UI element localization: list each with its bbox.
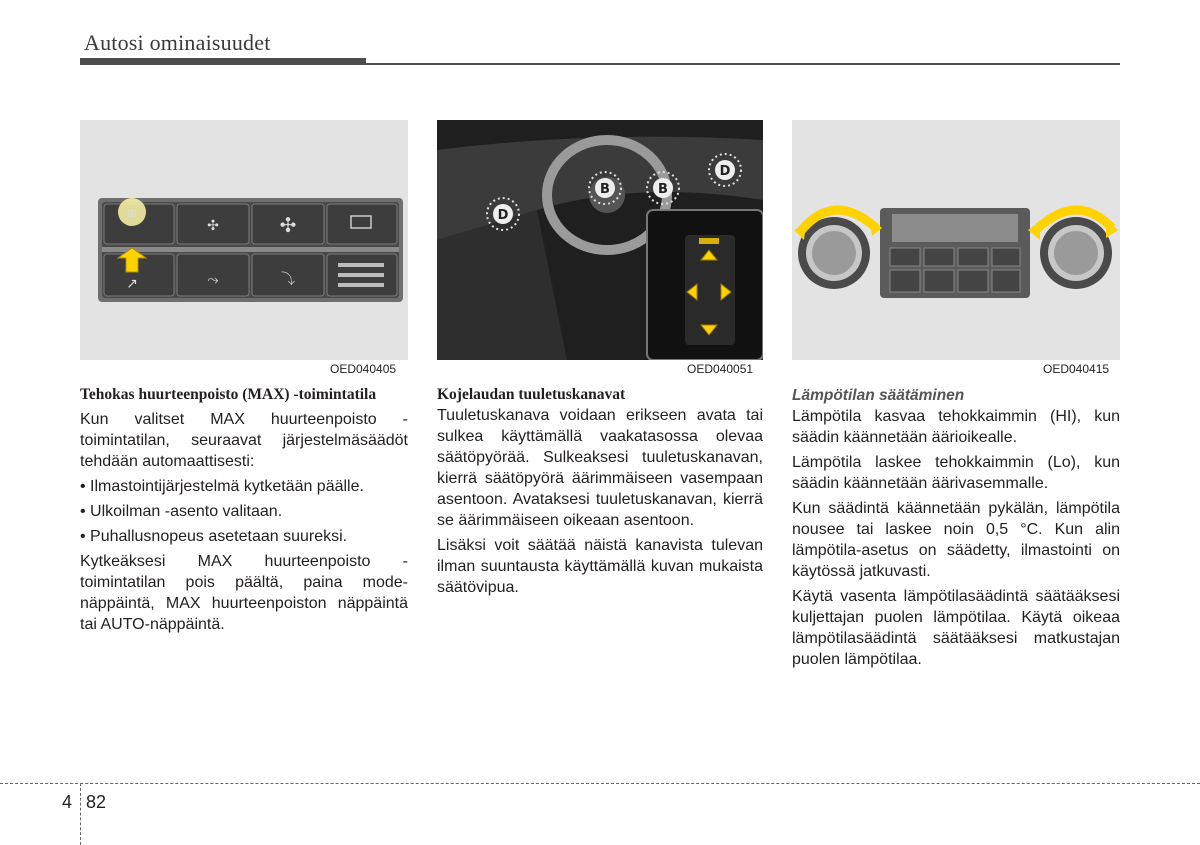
vent-label-d: D — [719, 164, 731, 179]
section-heading: Lämpötilan säätäminen — [792, 387, 965, 404]
dashboard-vents-illustration — [437, 120, 763, 360]
temperature-control-illustration — [792, 120, 1120, 360]
section-heading: Tehokas huurteenpoisto (MAX) -toimintatila — [80, 386, 377, 403]
paragraph: Kun valitset MAX huurteenpoisto -toimintatilan, seuraavat järjestelmäsäädöt tehdään automaattisesti: — [80, 411, 408, 470]
figure-code: OED040415 — [1043, 362, 1110, 376]
svg-text:⤳: ⤳ — [207, 272, 219, 288]
paragraph: Kun säädintä käännetään pykälän, lämpötila nousee tai laskee noin 0,5 °C. Kun alin lämpötila-asetus on säädetty, ilmastointi on käytössä jatkuvasti. — [792, 500, 1120, 580]
section-temperature — [792, 385, 1120, 674]
svg-text:✣: ✣ — [279, 213, 297, 237]
chapter-number: 4 — [62, 792, 73, 812]
svg-text:⤵: ⤵ — [281, 272, 295, 288]
vent-label-d: D — [497, 208, 509, 223]
paragraph: Tuuletuskanava voidaan erikseen avata tai sulkea käyttämällä vaakatasossa olevaa säätöpyörää. Sulkeaksesi tuuletuskanavan, kierrä säätöpyörä äärimmäiseen vasempaan asentoon. Avataksesi tuuletuskanavan, kierrä se äärimmäiseen oikeaan asentoon. — [437, 407, 763, 529]
figure-temperature-control — [792, 120, 1120, 360]
svg-text:↗: ↗ — [126, 276, 138, 292]
section-heading: Kojelaudan tuuletuskanavat — [437, 386, 626, 403]
figure-code: OED040405 — [330, 362, 397, 376]
bullet-item: • Ilmastointijärjestelmä kytketään päälle. — [80, 478, 364, 495]
footer-rule — [0, 783, 1200, 784]
paragraph: Lämpötila laskee tehokkaimmin (Lo), kun säädin käännetään äärivasemmalle. — [792, 454, 1120, 492]
paragraph: Lämpötila kasvaa tehokkaimmin (HI), kun säädin käännetään äärioikealle. — [792, 408, 1120, 446]
page-number: 82 — [86, 792, 107, 812]
footer-divider — [80, 783, 81, 845]
vent-label-b: B — [658, 182, 668, 197]
header-title: Autosi ominaisuudet — [84, 30, 271, 55]
paragraph: Lisäksi voit säätää näistä kanavista tulevan ilman suuntausta käyttämällä kuvan mukaista säätövipua. — [437, 537, 763, 596]
figure-code: OED040051 — [687, 362, 754, 376]
svg-text:✣: ✣ — [207, 218, 219, 234]
bullet-item: • Puhallusnopeus asetetaan suureksi. — [80, 528, 348, 545]
section-dashboard-vents — [437, 385, 763, 602]
bullet-item: • Ulkoilman -asento valitaan. — [80, 503, 283, 520]
svg-text:▥: ▥ — [127, 208, 137, 219]
header-rule-thin — [366, 63, 1120, 65]
figure-max-defrost — [80, 120, 408, 360]
header-rule — [80, 58, 366, 65]
figure-dashboard-vents — [437, 120, 763, 360]
vent-label-b: B — [600, 182, 610, 197]
paragraph: Kytkeäksesi MAX huurteenpoisto -toimintatilan pois päältä, paina mode-näppäintä, MAX huurteenpoiston näppäintä tai AUTO-näppäintä. — [80, 553, 408, 633]
paragraph: Käytä vasenta lämpötilasäädintä säätääksesi kuljettajan puolen lämpötilaa. Käytä oikeaa lämpötilasäädintä säätääksesi matkustajan puolen lämpötilaa. — [792, 588, 1120, 668]
max-defrost-panel-illustration — [80, 120, 408, 360]
section-max-defrost — [80, 385, 408, 639]
